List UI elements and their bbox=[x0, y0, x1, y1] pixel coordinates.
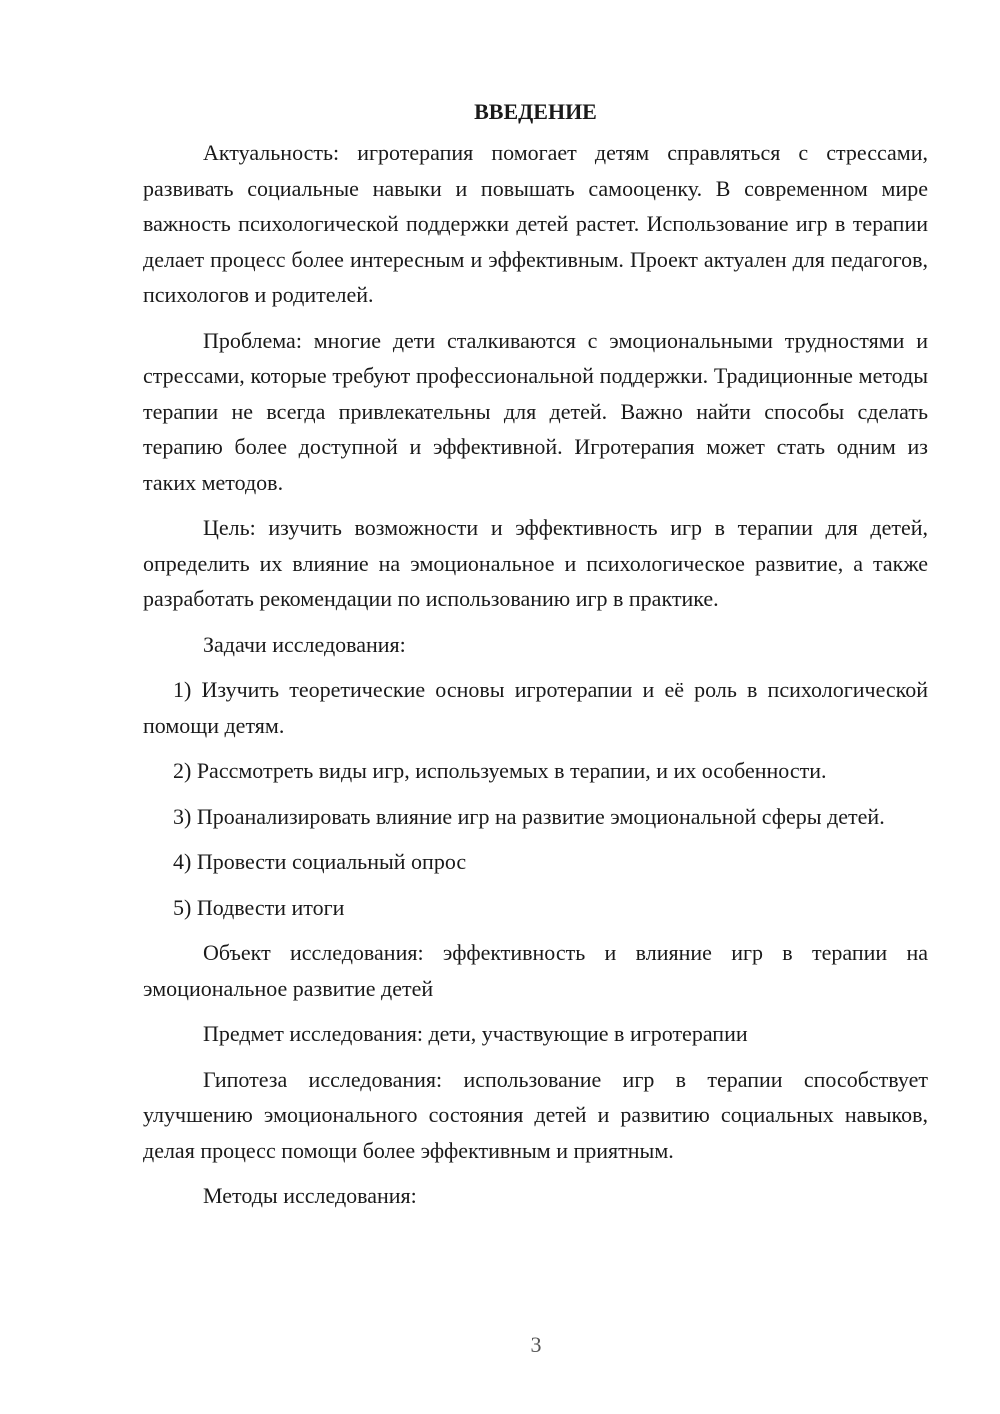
section-title: ВВЕДЕНИЕ bbox=[474, 99, 597, 124]
page-content bbox=[143, 94, 928, 1214]
paragraph-relevance: Актуальность: игротерапия помогает детям справляться с стрессами, развивать социальные навыки и повышать самооценку. В современном мире важность психологической поддержки детей растет. Использование игр в терапии делает процесс более интересным и эффективным. Проект актуален для педагогов, психологов и родителей. bbox=[143, 140, 928, 307]
task-item-2: 2) Рассмотреть виды игр, используемых в терапии, и их особенности. bbox=[173, 758, 827, 783]
paragraph-hypothesis: Гипотеза исследования: использование игр в терапии способствует улучшению эмоционального состояния детей и развитию социальных навыков, делая процесс помощи более эффективным и приятным. bbox=[143, 1066, 928, 1163]
paragraph-object: Объект исследования: эффективность и влияние игр в терапии на эмоциональное развитие детей bbox=[143, 940, 928, 1001]
task-item-1: 1) Изучить теоретические основы игротерапии и её роль в психологической помощи детям. bbox=[143, 677, 928, 738]
paragraph-goal: Цель: изучить возможности и эффективность игр в терапии для детей, определить их влияние на эмоциональное и психологическое развитие, а также разработать рекомендации по использованию игр в практике. bbox=[143, 515, 928, 611]
paragraph-methods: Методы исследования: bbox=[203, 1183, 417, 1208]
page-number: 3 bbox=[530, 1332, 542, 1357]
paragraph-subject: Предмет исследования: дети, участвующие в игротерапии bbox=[203, 1021, 748, 1046]
paragraph-problem: Проблема: многие дети сталкиваются с эмоциональными трудностями и стрессами, которые требуют профессиональной поддержки. Традиционные методы терапии не всегда привлекательны для детей. Важно найти способы сделать терапию более доступной и эффективной. Игротерапия может стать одним из таких методов. bbox=[143, 327, 928, 495]
task-item-4: 4) Провести социальный опрос bbox=[173, 849, 467, 874]
paragraph-tasks-heading: Задачи исследования: bbox=[203, 631, 406, 657]
task-item-3: 3) Проанализировать влияние игр на развитие эмоциональной сферы детей. bbox=[173, 803, 885, 829]
task-item-5: 5) Подвести итоги bbox=[173, 894, 345, 920]
